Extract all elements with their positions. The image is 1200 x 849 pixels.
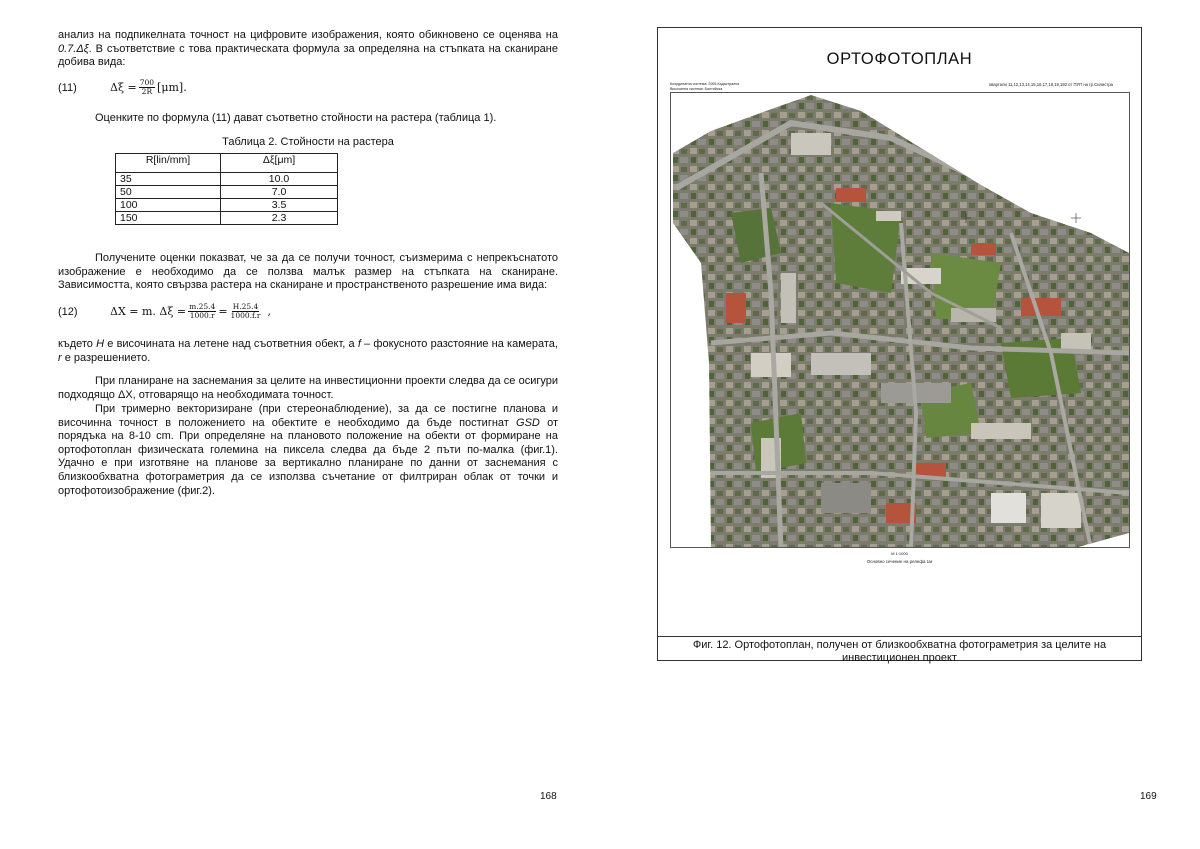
equation-number: (12) — [58, 305, 78, 318]
equation-tail: , — [267, 305, 271, 318]
equation-equals: = — [218, 305, 228, 318]
coordinate-system-note — [670, 82, 790, 91]
where-text: – фокусното разстояние на камерата, — [360, 338, 558, 350]
page-number-right: 169 — [1140, 791, 1157, 802]
equation-body — [110, 303, 271, 320]
intro-text-3: . В съответствие с това практическата формула за определяна на стъпката на сканиране добива вида: — [58, 42, 558, 69]
table-cell: 100 — [116, 199, 221, 212]
where-text: е разрешението. — [61, 351, 151, 364]
table-cell: 50 — [116, 186, 221, 199]
equation-lhs: Δξ = — [110, 81, 137, 94]
fraction-denominator: 1000.r — [189, 311, 215, 320]
table-header-row — [116, 154, 338, 173]
fraction-numerator: H.25.4 — [232, 302, 259, 311]
table-cell: 2.3 — [221, 212, 338, 225]
fraction-numerator: 700 — [139, 78, 155, 87]
equation-fraction — [230, 303, 262, 320]
orthophoto-title: ОРТОФОТОПЛАН — [826, 50, 973, 68]
table-cell: 10.0 — [221, 173, 338, 186]
figure-caption: Фиг. 12. Ортофотоплан, получен от близкообхватна фотограметрия за целите на инвестиционен проект — [658, 636, 1141, 662]
raster-table — [115, 153, 338, 225]
page-number-left: 168 — [540, 791, 557, 802]
coordinate-system-line: Координатна система: 2005-Кадастрална — [670, 82, 740, 86]
fraction-denominator: 1000.f.r — [230, 311, 261, 320]
where-text: е височината на летене над съответния обект, а — [104, 338, 358, 350]
fraction-numerator: m.25.4 — [189, 302, 216, 311]
where-text: r — [58, 351, 62, 364]
vectorizing-paragraph — [58, 403, 558, 498]
equation-number: (11) — [58, 81, 77, 94]
equation-fraction — [188, 303, 216, 320]
planning-paragraph: При планиране на заснемания за целите на инвестиционни проекти следва да се осигури подходящо ΔX, отговарящо на необходимата точност. — [58, 375, 558, 401]
vectorizing-text: При тримерно векторизиране (при стереонаблюдение), за да се постигне планова и височинна точност в положението на обектите е необходимо да бъде постигнат — [58, 403, 558, 429]
table-row — [116, 173, 338, 186]
where-paragraph — [58, 338, 558, 365]
quarters-note: квартали 11,12,13,14,15,16,17,18,19,192 от ПУП на гр.Силистра — [989, 82, 1113, 87]
relief-note: Основно сечение на релефа 1м — [866, 559, 933, 564]
table-header-resolution: R[lin/mm] — [116, 154, 221, 173]
table-row — [116, 212, 338, 225]
table-cell: 35 — [116, 173, 221, 186]
height-system-line: Височинна система: Балтийска — [670, 86, 723, 91]
equation-body — [110, 79, 187, 96]
table-caption: Таблица 2. Стойности на растера — [222, 136, 394, 148]
equation-11 — [58, 79, 187, 96]
scale-label: М 1:1000 — [891, 551, 908, 556]
where-text: H — [96, 338, 105, 350]
table-cell: 7.0 — [221, 186, 338, 199]
results-paragraph: Получените оценки показват, че за да се получи точност, съизмерима с непрекъснатото изображение е необходимо да се ползва малък размер на стъпката на сканиране. Зависимостта, която свързва растера на сканиране и пространственото разрешение има вида: — [58, 252, 558, 292]
equation-fraction — [139, 79, 155, 96]
table-row — [116, 186, 338, 199]
vectorizing-text: GSD — [516, 416, 540, 429]
equation-unit: [μm]. — [157, 81, 187, 94]
where-text: където — [58, 338, 97, 350]
orthophoto-map — [670, 92, 1130, 548]
intro-paragraph — [58, 29, 558, 70]
table-header-raster: Δξ[μm] — [221, 154, 338, 173]
estimates-paragraph: Оценките по формула (11) дават съответно стойности на растера (таблица 1). — [95, 112, 497, 124]
vectorizing-text: от порядъка на 8-10 cm. При определяне на плановото положение на обекти от формиране на ортофотоплан физическата големина на пиксела следва да бъде 2 пъти по-малка (фиг.1). Удачно е при изготвяне на планове за вертикално планиране по данни от заснемания с близкообхватна фотограметрия да се използва съчетание от филтриран облак от точки и ортофотоизображение (фиг.2). — [58, 416, 558, 497]
fraction-denominator: 2R — [141, 87, 153, 96]
table-cell: 3.5 — [221, 199, 338, 212]
orthophoto-image — [671, 93, 1130, 548]
figure-frame — [657, 27, 1142, 664]
table-cell: 150 — [116, 212, 221, 225]
where-text: f — [357, 338, 361, 350]
equation-lhs: ΔX = m. Δξ = — [110, 305, 187, 318]
table-row — [116, 199, 338, 212]
equation-12 — [58, 303, 271, 320]
intro-text-1: анализ на подпикелната точност на цифровите изображения, която обикновено се оценява на — [58, 29, 558, 41]
intro-text-2: 0.7.Δξ — [58, 42, 89, 55]
